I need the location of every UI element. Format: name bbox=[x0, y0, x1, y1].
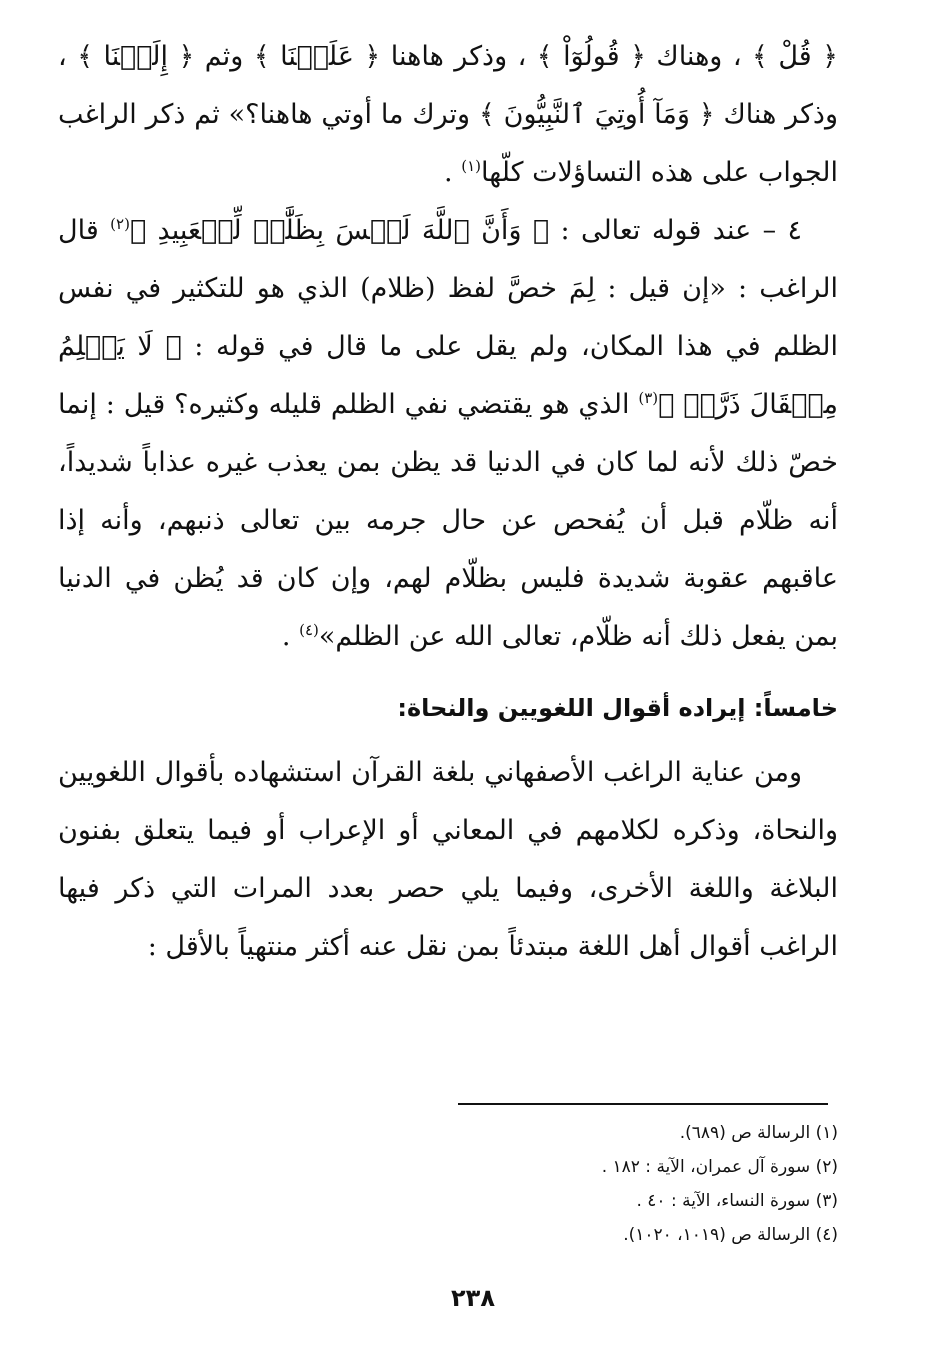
period-2: . bbox=[281, 621, 291, 652]
footnote-ref-4: (٤) bbox=[299, 621, 319, 639]
section-heading: خامساً: إيراده أقوال اللغويين والنحاة: bbox=[397, 694, 838, 722]
footnote-1: (١) الرسالة ص (٦٨٩). bbox=[679, 1123, 838, 1143]
footnote-4: (٤) الرسالة ص (١٠١٩، ١٠٢٠). bbox=[623, 1225, 838, 1245]
paragraph-1 bbox=[58, 28, 838, 202]
paragraph-1-text: ﴿ قُلْ ﴾ ، وهناك ﴿ قُولُوٓاْ ﴾ ، وذكر هاهنا ﴿ عَلَيۡنَا ﴾ وثم ﴿ إِلَيۡنَا ﴾ ، وذكر هناك ﴿ وَمَآ أُوتِيَ ٱلنَّبِيُّونَ ﴾ وترك ما أوتي هاهنا؟» ثم ذكر الراغب الجواب على هذه التساؤلات كلّها bbox=[58, 41, 838, 188]
paragraph-3 bbox=[58, 744, 838, 976]
paragraph-2-text-b: قال الراغب : «إن قيل : لِمَ خصَّ لفظ (ظلام) الذي هو للتكثير في نفس الظلم في هذا المكان، ولم يقل على ما قال في قوله : ﴿ لَا يَظۡلِمُ مِثۡقَالَ ذَرَّةٖ ﴾ bbox=[58, 215, 838, 420]
paragraph-2-text-c: الذي هو يقتضي نفي الظلم قليله وكثيره؟ قيل : إنما خصّ ذلك لأنه لما كان في الدنيا قد يظن بمن يعذب غيره عذاباً شديداً، أنه ظلّام قبل أن يُفحص عن حال جرمه بين تعالى ذنبهم، وأنه إذا عاقبهم عقوبة شديدة فليس بظلّام لهم، وإن كان قد يُظن في الدنيا بمن يفعل ذلك أنه ظلّام، تعالى الله عن الظلم» bbox=[58, 389, 838, 652]
footnote-ref-1: (١) bbox=[461, 157, 482, 175]
page-number: ٢٣٨ bbox=[451, 1284, 495, 1312]
footnote-2: (٢) سورة آل عمران، الآية : ١٨٢ . bbox=[601, 1157, 838, 1177]
footnote-divider bbox=[458, 1103, 828, 1105]
footnote-3: (٣) سورة النساء، الآية : ٤٠ . bbox=[636, 1191, 838, 1211]
paragraph-3-text: ومن عناية الراغب الأصفهاني بلغة القرآن استشهاده بأقوال اللغويين والنحاة، وذكره لكلامهم في المعاني أو الإعراب أو فيما يتعلق بفنون البلاغة واللغة الأخرى، وفيما يلي حصر بعدد المرات التي ذكر فيها الراغب أقوال أهل اللغة مبتدئاً بمن نقل عنه أكثر منتهياً بالأقل : bbox=[58, 757, 838, 962]
footnotes bbox=[458, 1116, 838, 1252]
paragraph-2-text-a: ٤ – عند قوله تعالى : ﴿ وَأَنَّ ٱللَّهَ لَيۡسَ بِظَلَّٰمٖ لِّلۡعَبِيدِ ﴾ bbox=[129, 215, 802, 246]
period-1: . bbox=[444, 157, 453, 188]
footnote-ref-2: (٢) bbox=[110, 215, 130, 233]
footnote-ref-3: (٣) bbox=[638, 389, 659, 407]
page-body bbox=[58, 28, 838, 976]
paragraph-2 bbox=[58, 202, 838, 666]
